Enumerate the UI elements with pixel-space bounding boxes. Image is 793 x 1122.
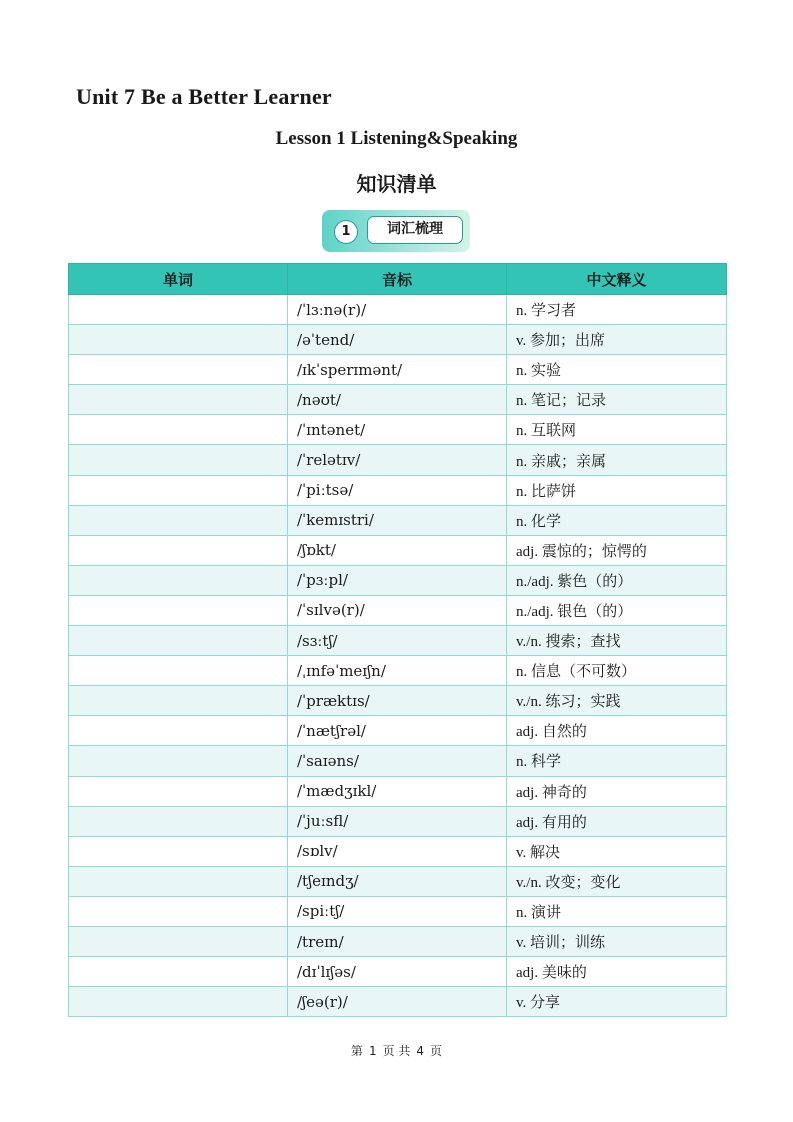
- ipa-cell: /spiːtʃ/: [288, 896, 507, 926]
- word-cell: [69, 385, 288, 415]
- badge-number: 1: [334, 220, 358, 244]
- table-row: [69, 836, 727, 866]
- section-title: 知识清单: [356, 172, 437, 196]
- table-row: [69, 746, 727, 776]
- table-row: [69, 957, 727, 987]
- word-cell: [69, 626, 288, 656]
- table-row: [69, 475, 727, 505]
- word-cell: [69, 686, 288, 716]
- ipa-cell: /ˈmædʒɪkl/: [288, 776, 507, 806]
- meaning-cell: n. 演讲: [507, 896, 727, 926]
- meaning-cell: n./adj. 紫色（的）: [507, 565, 727, 595]
- meaning-cell: n. 亲戚；亲属: [507, 445, 727, 475]
- meaning-cell: n. 化学: [507, 505, 727, 535]
- meaning-cell: v. 培训；训练: [507, 926, 727, 956]
- ipa-cell: /sɜːtʃ/: [288, 626, 507, 656]
- ipa-cell: /sɒlv/: [288, 836, 507, 866]
- table-row: [69, 896, 727, 926]
- ipa-cell: /treɪn/: [288, 926, 507, 956]
- ipa-cell: /ˈsɪlvə(r)/: [288, 595, 507, 625]
- word-cell: [69, 926, 288, 956]
- ipa-cell: /ˈnætʃrəl/: [288, 716, 507, 746]
- footer-total-pages: 4: [416, 1044, 425, 1058]
- ipa-cell: /ɪkˈsperɪmənt/: [288, 355, 507, 385]
- word-cell: [69, 355, 288, 385]
- word-cell: [69, 776, 288, 806]
- page-footer: [0, 1042, 793, 1059]
- footer-suffix: 页: [430, 1044, 443, 1058]
- meaning-cell: v./n. 改变；变化: [507, 866, 727, 896]
- table-row: [69, 415, 727, 445]
- table-row: [69, 656, 727, 686]
- word-cell: [69, 415, 288, 445]
- meaning-cell: n. 互联网: [507, 415, 727, 445]
- table-row: [69, 686, 727, 716]
- ipa-cell: /ˌɪnfəˈmeɪʃn/: [288, 656, 507, 686]
- ipa-cell: /ˈrelətɪv/: [288, 445, 507, 475]
- word-cell: [69, 987, 288, 1017]
- word-cell: [69, 505, 288, 535]
- table-header-row: [69, 264, 727, 295]
- ipa-cell: /tʃeɪndʒ/: [288, 866, 507, 896]
- ipa-cell: /ʃɒkt/: [288, 535, 507, 565]
- meaning-cell: v. 参加；出席: [507, 325, 727, 355]
- ipa-cell: /ˈpɜːpl/: [288, 565, 507, 595]
- word-cell: [69, 295, 288, 325]
- table-row: [69, 776, 727, 806]
- word-cell: [69, 806, 288, 836]
- ipa-cell: /ˈsaɪəns/: [288, 746, 507, 776]
- meaning-cell: adj. 美味的: [507, 957, 727, 987]
- column-header-word: 单词: [69, 264, 288, 295]
- ipa-cell: /dɪˈlɪʃəs/: [288, 957, 507, 987]
- meaning-cell: n. 学习者: [507, 295, 727, 325]
- vocabulary-table: [68, 263, 727, 1017]
- vocab-section-badge: [322, 210, 470, 252]
- meaning-cell: v./n. 搜索；查找: [507, 626, 727, 656]
- footer-page-number: 1: [368, 1044, 377, 1058]
- word-cell: [69, 896, 288, 926]
- ipa-cell: /ˈɪntənet/: [288, 415, 507, 445]
- ipa-cell: /ˈjuːsfl/: [288, 806, 507, 836]
- ipa-cell: /nəʊt/: [288, 385, 507, 415]
- table-row: [69, 987, 727, 1017]
- unit-title: Unit 7 Be a Better Learner: [76, 84, 332, 109]
- word-cell: [69, 957, 288, 987]
- lesson-title: Lesson 1 Listening&Speaking: [275, 128, 518, 149]
- footer-mid: 页 共: [382, 1044, 411, 1058]
- word-cell: [69, 716, 288, 746]
- meaning-cell: n. 比萨饼: [507, 475, 727, 505]
- ipa-cell: /ʃeə(r)/: [288, 987, 507, 1017]
- table-row: [69, 866, 727, 896]
- table-row: [69, 505, 727, 535]
- meaning-cell: v. 解决: [507, 836, 727, 866]
- meaning-cell: v./n. 练习；实践: [507, 686, 727, 716]
- table-row: [69, 806, 727, 836]
- word-cell: [69, 475, 288, 505]
- column-header-ipa: 音标: [288, 264, 507, 295]
- meaning-cell: n./adj. 银色（的）: [507, 595, 727, 625]
- meaning-cell: adj. 有用的: [507, 806, 727, 836]
- meaning-cell: n. 笔记；记录: [507, 385, 727, 415]
- word-cell: [69, 746, 288, 776]
- meaning-cell: adj. 神奇的: [507, 776, 727, 806]
- meaning-cell: adj. 震惊的；惊愕的: [507, 535, 727, 565]
- word-cell: [69, 595, 288, 625]
- table-row: [69, 926, 727, 956]
- word-cell: [69, 836, 288, 866]
- table-row: [69, 295, 727, 325]
- column-header-meaning: 中文释义: [507, 264, 727, 295]
- meaning-cell: n. 信息（不可数）: [507, 656, 727, 686]
- word-cell: [69, 656, 288, 686]
- word-cell: [69, 325, 288, 355]
- table-row: [69, 445, 727, 475]
- table-row: [69, 535, 727, 565]
- table-row: [69, 626, 727, 656]
- meaning-cell: n. 科学: [507, 746, 727, 776]
- table-row: [69, 385, 727, 415]
- meaning-cell: v. 分享: [507, 987, 727, 1017]
- word-cell: [69, 535, 288, 565]
- word-cell: [69, 866, 288, 896]
- word-cell: [69, 445, 288, 475]
- table-row: [69, 325, 727, 355]
- ipa-cell: /ˈlɜːnə(r)/: [288, 295, 507, 325]
- badge-label: 词汇梳理: [367, 216, 463, 244]
- ipa-cell: /ˈpræktɪs/: [288, 686, 507, 716]
- word-cell: [69, 565, 288, 595]
- ipa-cell: /əˈtend/: [288, 325, 507, 355]
- ipa-cell: /ˈpiːtsə/: [288, 475, 507, 505]
- table-row: [69, 565, 727, 595]
- footer-prefix: 第: [350, 1044, 363, 1058]
- meaning-cell: n. 实验: [507, 355, 727, 385]
- meaning-cell: adj. 自然的: [507, 716, 727, 746]
- ipa-cell: /ˈkemɪstri/: [288, 505, 507, 535]
- table-row: [69, 355, 727, 385]
- table-row: [69, 716, 727, 746]
- table-row: [69, 595, 727, 625]
